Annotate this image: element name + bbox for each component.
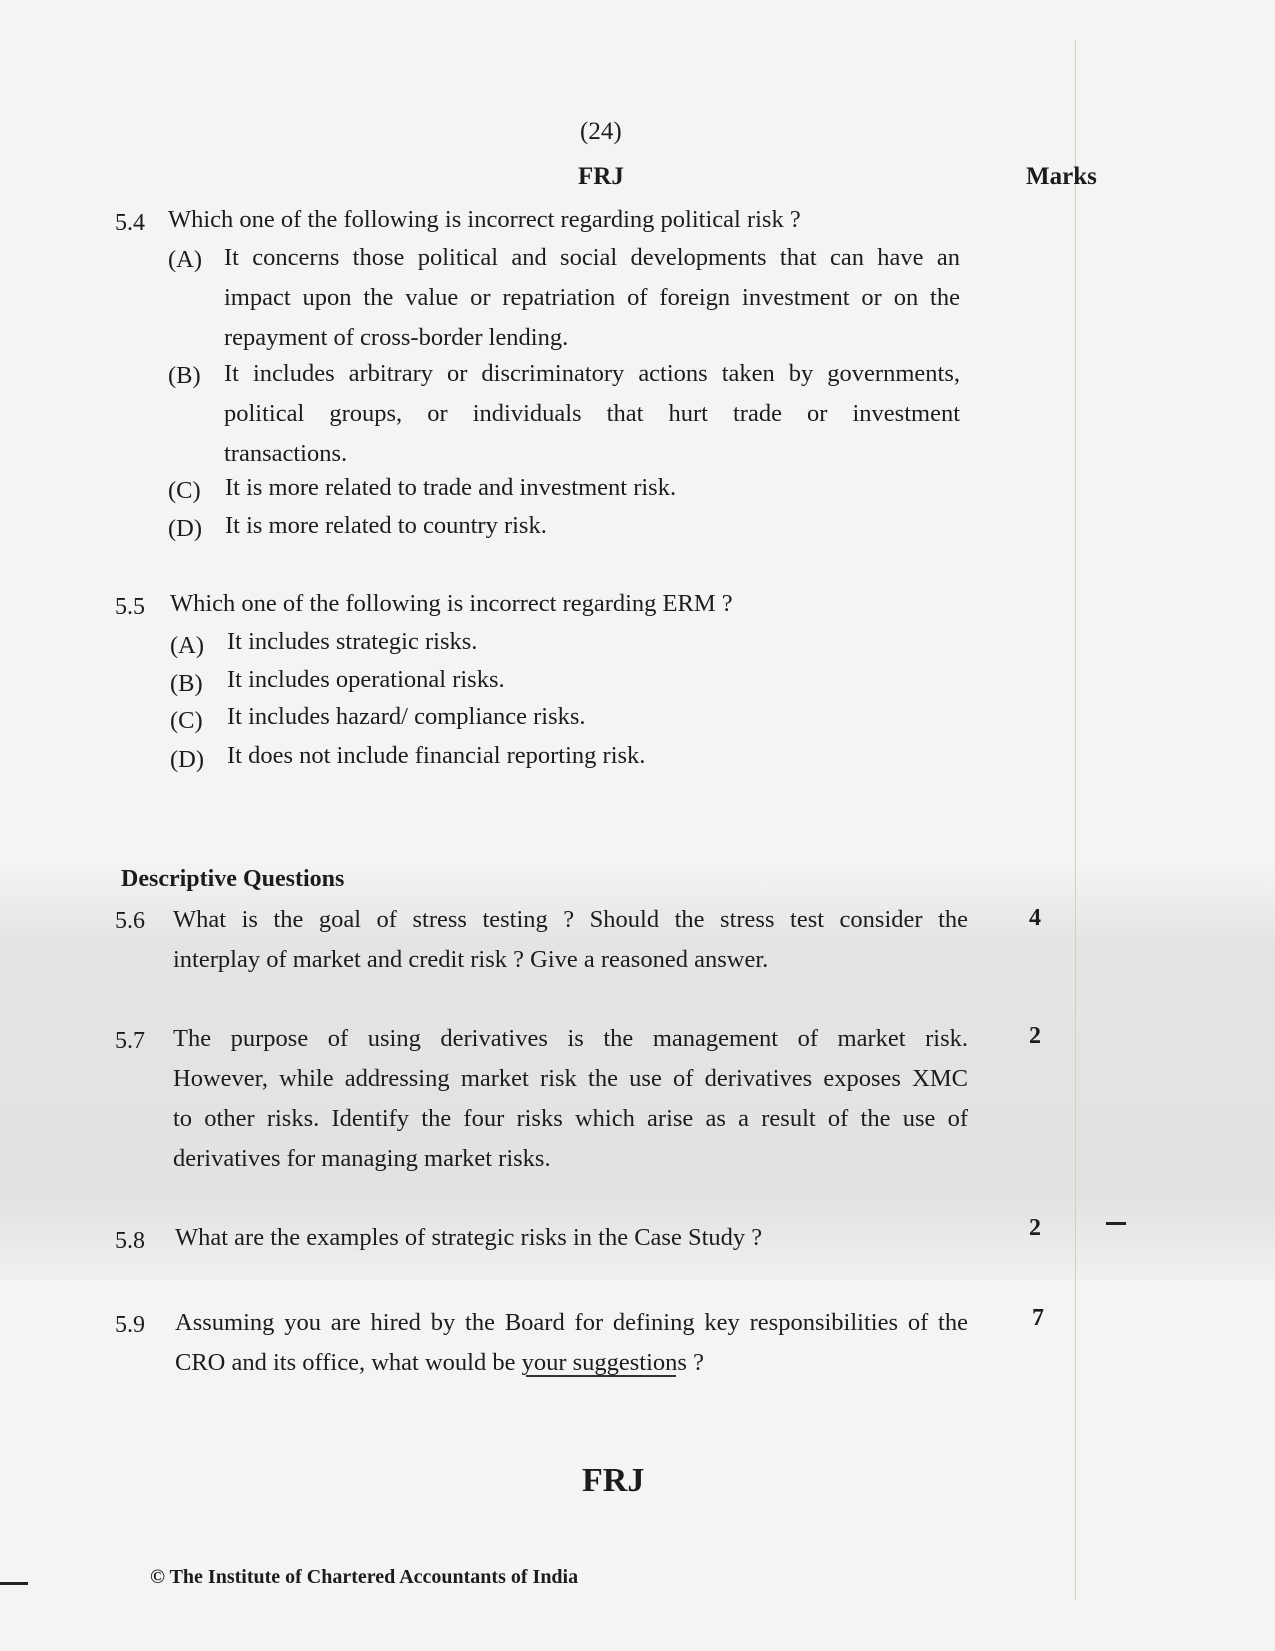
option-letter: (D) bbox=[170, 746, 205, 773]
question-text bbox=[173, 900, 968, 980]
question-number: 5.4 bbox=[115, 210, 145, 236]
question-number: 5.5 bbox=[115, 594, 145, 620]
option-text: It includes strategic risks. bbox=[227, 628, 478, 655]
option-line: It includes arbitrary or discriminatory actions taken by governments, bbox=[224, 360, 960, 387]
margin-tick bbox=[0, 1582, 28, 1585]
option-text bbox=[224, 354, 960, 474]
option-text bbox=[224, 238, 960, 358]
question-number: 5.8 bbox=[115, 1228, 145, 1254]
option-text: It includes hazard/ compliance risks. bbox=[227, 703, 586, 730]
marks-value: 4 bbox=[1029, 905, 1041, 931]
option-text: It is more related to country risk. bbox=[225, 512, 547, 539]
copyright-notice: © The Institute of Chartered Accountants of India bbox=[150, 1566, 579, 1588]
option-line: It concerns those political and social developments that can have an bbox=[224, 244, 960, 271]
question-text: Which one of the following is incorrect regarding political risk ? bbox=[168, 206, 801, 233]
marks-value: 2 bbox=[1029, 1023, 1041, 1049]
option-text: It does not include financial reporting risk. bbox=[227, 742, 646, 769]
question-text bbox=[173, 1019, 968, 1179]
marks-value: 2 bbox=[1029, 1215, 1041, 1241]
question-line: What is the goal of stress testing ? Should the stress test consider the bbox=[173, 906, 968, 933]
question-number: 5.9 bbox=[115, 1312, 145, 1338]
option-letter: (B) bbox=[170, 670, 203, 697]
option-text: It is more related to trade and investment risk. bbox=[225, 474, 677, 501]
option-letter: (D) bbox=[168, 515, 203, 542]
question-text: Which one of the following is incorrect regarding ERM ? bbox=[170, 590, 733, 617]
question-line: CRO and its office, what would be your suggestions ? bbox=[175, 1349, 704, 1376]
margin-tick bbox=[1106, 1222, 1126, 1225]
option-line: transactions. bbox=[224, 440, 348, 467]
option-letter: (A) bbox=[170, 632, 205, 659]
page-edge-line bbox=[1075, 40, 1076, 1600]
question-text bbox=[175, 1303, 968, 1383]
end-rule bbox=[526, 1375, 676, 1377]
section-heading: Descriptive Questions bbox=[121, 866, 345, 892]
option-line: repayment of cross-border lending. bbox=[224, 324, 569, 351]
option-letter: (C) bbox=[170, 707, 203, 734]
question-line: However, while addressing market risk the use of derivatives exposes XMC bbox=[173, 1065, 968, 1092]
question-line: to other risks. Identify the four risks which arise as a result of the use of bbox=[173, 1105, 968, 1132]
question-number: 5.6 bbox=[115, 908, 145, 934]
question-text: What are the examples of strategic risks in the Case Study ? bbox=[175, 1224, 763, 1251]
question-line: Assuming you are hired by the Board for defining key responsibilities of the bbox=[175, 1309, 968, 1336]
question-number: 5.7 bbox=[115, 1028, 145, 1054]
option-line: impact upon the value or repatriation of foreign investment or on the bbox=[224, 284, 960, 311]
option-letter: (B) bbox=[168, 362, 201, 389]
option-letter: (A) bbox=[168, 246, 203, 273]
option-line: political groups, or individuals that hurt trade or investment bbox=[224, 400, 960, 427]
question-line: The purpose of using derivatives is the management of market risk. bbox=[173, 1025, 968, 1052]
marks-value: 7 bbox=[1032, 1305, 1044, 1331]
option-text: It includes operational risks. bbox=[227, 666, 505, 693]
option-letter: (C) bbox=[168, 477, 201, 504]
question-line: derivatives for managing market risks. bbox=[173, 1145, 551, 1172]
marks-column-label: Marks bbox=[1026, 163, 1097, 190]
page-number: (24) bbox=[580, 118, 622, 145]
paper-code-footer: FRJ bbox=[582, 1462, 645, 1499]
question-line: interplay of market and credit risk ? Give a reasoned answer. bbox=[173, 946, 769, 973]
paper-code-header: FRJ bbox=[578, 163, 624, 190]
